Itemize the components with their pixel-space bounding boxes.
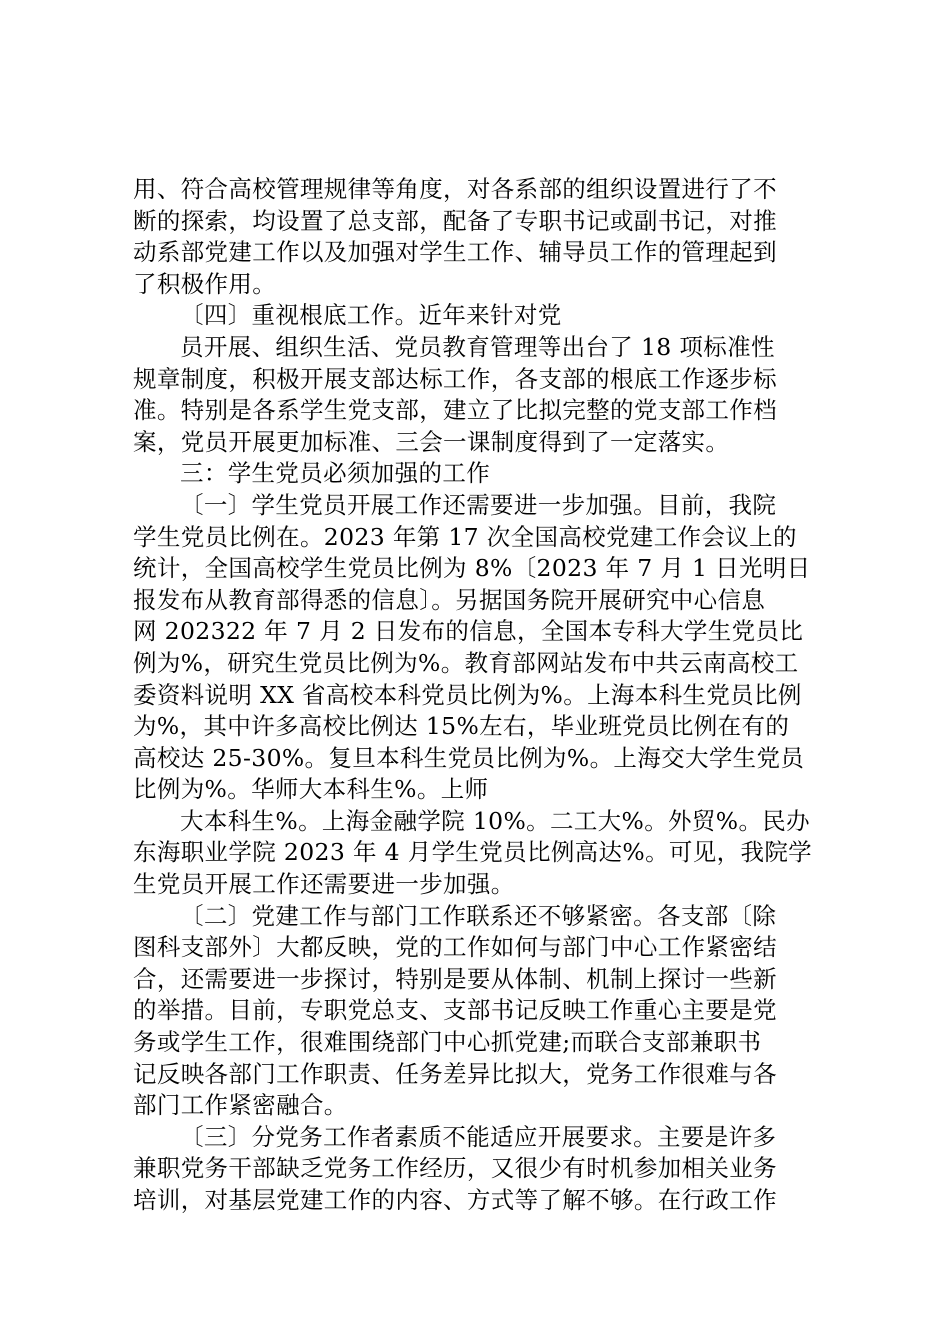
text-line: 三：学生党员必须加强的工作 — [180, 459, 491, 488]
text-line: 案，党员开展更加标准、三会一课制度得到了一定落实。 — [133, 427, 730, 456]
text-line: 例为%，研究生党员比例为%。教育部网站发布中共云南高校工 — [133, 648, 799, 677]
text-line: 用、符合高校管理规律等角度，对各系部的组织设置进行了不 — [133, 175, 777, 203]
text-line: 兼职党务干部缺乏党务工作经历，又很少有时机参加相关业务 — [133, 1154, 777, 1183]
text-line: 网 202322 年 7 月 2 日发布的信息，全国本专科大学生党员比 — [133, 617, 804, 646]
text-line: 〔四〕重视根底工作。近年来针对党 — [180, 301, 562, 330]
text-line: 为%，其中许多高校比例达 15%左右，毕业班党员比例在有的 — [133, 712, 790, 741]
text-line: 〔二〕党建工作与部门工作联系还不够紧密。各支部〔除 — [180, 901, 777, 930]
text-line: 动系部党建工作以及加强对学生工作、辅导员工作的管理起到 — [133, 238, 777, 267]
text-line: 员开展、组织生活、党员教育管理等出台了 18 项标准性 — [180, 332, 775, 361]
text-line: 合，还需要进一步探讨，特别是要从体制、机制上探讨一些新 — [133, 964, 777, 993]
text-line: 〔一〕学生党员开展工作还需要进一步加强。目前，我院 — [180, 490, 777, 519]
text-line: 委资料说明 XX 省高校本科党员比例为%。上海本科生党员比例 — [133, 680, 802, 709]
text-line: 规章制度，积极开展支部达标工作，各支部的根底工作逐步标 — [133, 364, 777, 393]
text-line: 比例为%。华师大本科生%。上师 — [133, 775, 489, 804]
text-line: 高校达 25-30%。复旦本科生党员比例为%。上海交大学生党员 — [133, 743, 805, 772]
text-line: 统计，全国高校学生党员比例为 8%〔2023 年 7 月 1 日光明日 — [133, 554, 811, 583]
text-line: 部门工作紧密融合。 — [133, 1091, 348, 1120]
text-line: 大本科生%。上海金融学院 10%。二工大%。外贸%。民办 — [180, 806, 810, 835]
text-line: 报发布从教育部得悉的信息〕。另据国务院开展研究中心信息 — [133, 585, 766, 614]
text-line: 准。特别是各系学生党支部，建立了比拟完整的党支部工作档 — [133, 396, 777, 425]
text-line: 断的探索，均设置了总支部，配备了专职书记或副书记，对推 — [133, 206, 777, 235]
text-line: 学生党员比例在。2023 年第 17 次全国高校党建工作会议上的 — [133, 522, 797, 551]
text-line: 记反映各部门工作职责、任务差异比拟大，党务工作很难与各 — [133, 1059, 777, 1088]
text-line: 图科支部外〕大都反映，党的工作如何与部门中心工作紧密结 — [133, 933, 777, 962]
text-line: 了积极作用。 — [133, 269, 277, 298]
text-line: 培训，对基层党建工作的内容、方式等了解不够。在行政工作 — [133, 1186, 777, 1214]
document-body — [133, 174, 827, 1217]
text-line: 东海职业学院 2023 年 4 月学生党员比例高达%。可见，我院学 — [133, 838, 813, 867]
text-line: 的举措。目前，专职党总支、支部书记反映工作重心主要是党 — [133, 996, 777, 1025]
text-line: 〔三〕分党务工作者素质不能适应开展要求。主要是许多 — [180, 1122, 777, 1151]
text-line: 生党员开展工作还需要进一步加强。 — [133, 870, 515, 899]
text-line: 务或学生工作，很难围绕部门中心抓党建;而联合支部兼职书 — [133, 1028, 762, 1057]
